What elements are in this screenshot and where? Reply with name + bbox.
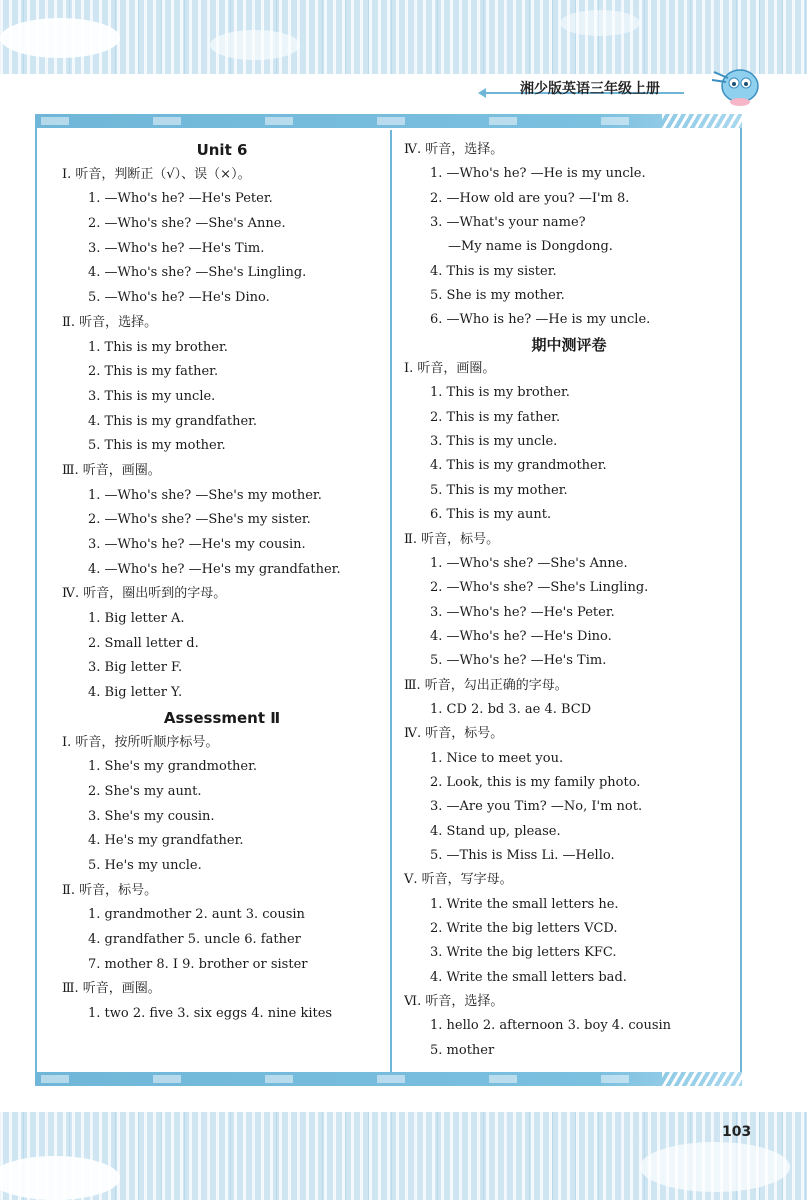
answer-item: 3. —Who's he? —He's my cousin. <box>88 537 306 552</box>
question-heading: Ⅲ. 听音，画圈。 <box>62 462 161 478</box>
answer-item: 4. grandfather 5. uncle 6. father <box>88 932 301 947</box>
answer-item: 1. Write the small letters he. <box>430 896 619 912</box>
question-heading: Ⅰ. 听音，按所听顺序标号。 <box>62 734 219 750</box>
question-heading: Ⅳ. 听音，圈出听到的字母。 <box>62 586 227 602</box>
answer-item: 1. —Who's he? —He is my uncle. <box>430 166 646 182</box>
question-heading: Ⅲ. 听音，勾出正确的字母。 <box>404 677 568 693</box>
answer-item: 3. —Are you Tim? —No, I'm not. <box>430 799 643 815</box>
left-column <box>62 138 382 1027</box>
answer-item: 5. —This is Miss Li. —Hello. <box>430 847 615 863</box>
answer-item: 1. grandmother 2. aunt 3. cousin <box>88 907 305 923</box>
question-heading: Ⅰ. 听音，判断正（√）、误（×）。 <box>62 166 251 182</box>
answer-item: 2. —Who's she? —She's my sister. <box>88 512 311 528</box>
answer-item: 5. He's my uncle. <box>88 857 202 873</box>
answer-item: 5. mother <box>430 1042 495 1058</box>
answer-item: 1. two 2. five 3. six eggs 4. nine kites <box>88 1006 333 1022</box>
answer-item: 4. Write the small letters bad. <box>430 969 627 985</box>
answer-item: 3. —Who's he? —He's Tim. <box>88 240 265 256</box>
answer-item: 3. —What's your name? <box>430 215 586 231</box>
answer-item: 1. —Who's she? —She's Anne. <box>430 555 628 571</box>
answer-item: 1. hello 2. afternoon 3. boy 4. cousin <box>430 1018 672 1034</box>
answer-item: 4. This is my grandmother. <box>430 458 607 474</box>
answer-item: 6. —Who is he? —He is my uncle. <box>430 312 651 328</box>
answer-item: 1. —Who's he? —He's Peter. <box>88 191 273 207</box>
top-decorative-band <box>0 0 807 74</box>
answer-item: 4. He's my grandfather. <box>88 833 244 849</box>
answer-item: 1. Big letter A. <box>88 611 185 627</box>
answer-item: 1. CD 2. bd 3. ae 4. BCD <box>430 701 592 717</box>
answer-item: 3. This is my uncle. <box>88 388 216 404</box>
answer-item: 6. This is my aunt. <box>430 507 552 523</box>
answer-item: 4. Stand up, please. <box>430 823 561 839</box>
answer-item: 1. Nice to meet you. <box>430 750 564 766</box>
page-number: 103 <box>722 1124 752 1140</box>
answer-item: 1. This is my brother. <box>88 339 228 355</box>
question-heading: Ⅳ. 听音，标号。 <box>404 726 504 742</box>
answer-item: 4. This is my grandfather. <box>88 413 258 429</box>
answer-item: 4. This is my sister. <box>430 263 557 279</box>
mascot-icon <box>706 58 768 108</box>
answer-item: 4. —Who's she? —She's Lingling. <box>88 265 307 281</box>
question-heading: Ⅳ. 听音，选择。 <box>404 142 504 157</box>
column-divider <box>390 130 392 1072</box>
answer-item: 3. Write the big letters KFC. <box>430 945 617 961</box>
answer-item: 2. This is my father. <box>88 364 219 380</box>
answer-item: 4. —Who's he? —He's Dino. <box>430 628 612 644</box>
frame-bottom-bar <box>35 1072 742 1086</box>
frame-top-bar <box>35 114 742 128</box>
book-title: 湘少版英语三年级上册 <box>520 81 660 97</box>
question-heading: Ⅱ. 听音，标号。 <box>62 882 158 898</box>
header-strip <box>0 74 807 110</box>
answer-item: 2. —How old are you? —I'm 8. <box>430 190 630 206</box>
answer-item: 2. Look, this is my family photo. <box>430 774 641 790</box>
question-heading: Ⅰ. 听音，画圈。 <box>404 361 496 377</box>
answer-item: —My name is Dongdong. <box>448 239 613 255</box>
section-title: Assessment Ⅱ <box>163 708 281 727</box>
cloud-decoration <box>0 1156 120 1200</box>
answer-item: 2. Write the big letters VCD. <box>430 921 618 936</box>
cloud-decoration <box>640 1142 790 1192</box>
section-title: 期中测评卷 <box>531 335 607 354</box>
answer-item: 4. Big letter Y. <box>88 685 183 701</box>
answer-item: 2. —Who's she? —She's Anne. <box>88 216 286 232</box>
answer-item: 3. —Who's he? —He's Peter. <box>430 604 615 620</box>
bottom-decorative-band <box>0 1112 807 1200</box>
answer-item: 4. —Who's he? —He's my grandfather. <box>88 561 341 577</box>
answer-item: 3. Big letter F. <box>88 660 183 676</box>
answer-item: 1. —Who's she? —She's my mother. <box>88 487 322 503</box>
answer-item: 2. —Who's she? —She's Lingling. <box>430 580 649 596</box>
answer-item: 2. This is my father. <box>430 409 561 425</box>
question-heading: Ⅱ. 听音，选择。 <box>62 314 158 330</box>
answer-item: 1. She's my grandmother. <box>88 759 258 775</box>
answer-item: 5. This is my mother. <box>88 438 226 454</box>
answer-item: 2. She's my aunt. <box>88 783 202 799</box>
question-heading: Ⅴ. 听音，写字母。 <box>404 872 513 888</box>
answer-item: 1. This is my brother. <box>430 385 570 401</box>
question-heading: Ⅲ. 听音，画圈。 <box>62 981 161 997</box>
answer-item: 3. She's my cousin. <box>88 808 215 824</box>
answer-item: 5. This is my mother. <box>430 482 568 498</box>
answer-item: 7. mother 8. I 9. brother or sister <box>88 956 308 972</box>
right-column <box>404 138 734 1063</box>
answer-item: 2. Small letter d. <box>88 635 199 651</box>
answer-item: 3. This is my uncle. <box>430 434 558 450</box>
section-title: Unit 6 <box>196 141 248 159</box>
cloud-decoration <box>560 10 640 36</box>
answer-item: 5. —Who's he? —He's Dino. <box>88 290 270 306</box>
question-heading: Ⅵ. 听音，选择。 <box>404 994 504 1010</box>
question-heading: Ⅱ. 听音，标号。 <box>404 531 500 547</box>
answer-item: 5. She is my mother. <box>430 288 565 304</box>
cloud-decoration <box>210 30 300 60</box>
cloud-decoration <box>0 18 120 58</box>
answer-item: 5. —Who's he? —He's Tim. <box>430 653 607 669</box>
